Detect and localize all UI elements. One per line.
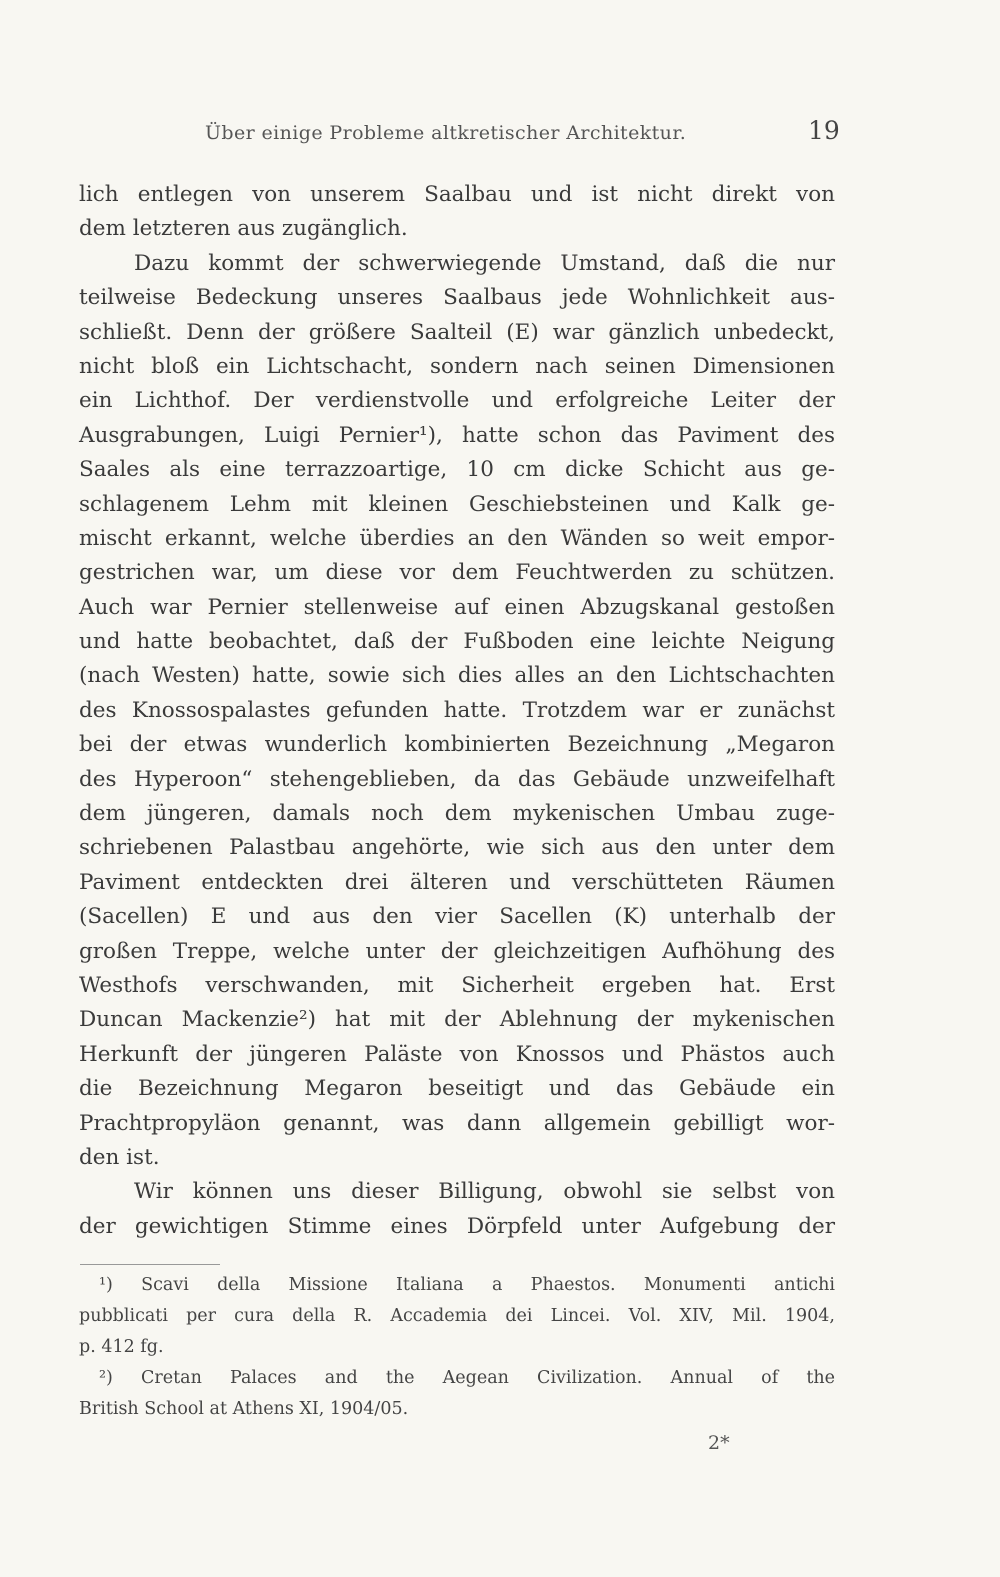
footnote-line: ¹) Scavi della Missione Italiana a Phaestos. Monumenti antichi — [99, 1275, 835, 1295]
text-line: des Knossospalastes gefunden hatte. Trotzdem war er zunächst — [79, 697, 835, 723]
footnotes — [79, 1270, 835, 1425]
text-line: mischt erkannt, welche überdies an den Wänden so weit empor- — [79, 525, 835, 551]
text-line: Duncan Mackenzie²) hat mit der Ablehnung der mykenischen — [79, 1007, 835, 1033]
text-line: der gewichtigen Stimme eines Dörpfeld unter Aufgebung der — [79, 1213, 835, 1239]
footnote-line: ²) Cretan Palaces and the Aegean Civilization. Annual of the — [99, 1368, 835, 1388]
text-line: lich entlegen von unserem Saalbau und ist nicht direkt von — [79, 182, 835, 207]
text-line: Prachtpropyläon genannt, was dann allgemein gebilligt wor- — [79, 1110, 835, 1136]
text-line: Paviment entdeckten drei älteren und verschütteten Räumen — [79, 869, 835, 895]
footnote-divider — [80, 1264, 220, 1265]
body-text — [79, 178, 835, 1244]
text-line: Wir können uns dieser Billigung, obwohl sie selbst von — [134, 1179, 835, 1205]
text-line: Westhofs verschwanden, mit Sicherheit ergeben hat. Erst — [79, 972, 835, 998]
text-line: nicht bloß ein Lichtschacht, sondern nach seinen Dimensionen — [79, 353, 835, 379]
text-line: dem jüngeren, damals noch dem mykenischen Umbau zuge- — [79, 801, 835, 827]
text-line: schließt. Denn der größere Saalteil (E) war gänzlich unbedeckt, — [79, 319, 835, 345]
text-line: Saales als eine terrazzoartige, 10 cm dicke Schicht aus ge- — [79, 457, 835, 483]
text-line: ein Lichthof. Der verdienstvolle und erfolgreiche Leiter der — [79, 388, 835, 414]
text-line: teilweise Bedeckung unseres Saalbaus jede Wohnlichkeit aus- — [79, 285, 835, 311]
text-line: Herkunft der jüngeren Paläste von Knossos und Phästos auch — [79, 1041, 835, 1067]
text-line: (nach Westen) hatte, sowie sich dies alles an den Lichtschachten — [79, 663, 835, 689]
footnote-line: British School at Athens XI, 1904/05. — [79, 1399, 409, 1419]
text-line: schlagenem Lehm mit kleinen Geschiebsteinen und Kalk ge- — [79, 491, 835, 517]
text-line: bei der etwas wunderlich kombinierten Bezeichnung „Megaron — [79, 732, 835, 758]
text-line: (Sacellen) E und aus den vier Sacellen (K) unterhalb der — [79, 904, 835, 930]
text-line: die Bezeichnung Megaron beseitigt und das Gebäude ein — [79, 1076, 835, 1102]
text-line: und hatte beobachtet, daß der Fußboden eine leichte Neigung — [79, 629, 835, 655]
text-line: den ist. — [79, 1144, 160, 1170]
text-line: des Hyperoon“ stehengeblieben, da das Gebäude unzweifelhaft — [79, 766, 835, 792]
footnote-line: pubblicati per cura della R. Accademia dei Lincei. Vol. XIV, Mil. 1904, — [79, 1306, 835, 1326]
text-line: dem letzteren aus zugänglich. — [79, 216, 408, 242]
footnote-line: p. 412 fg. — [79, 1337, 164, 1357]
running-head: Über einige Probleme altkretischer Architektur. — [205, 122, 687, 144]
text-line: Dazu kommt der schwerwiegende Umstand, daß die nur — [134, 250, 835, 276]
text-line: gestrichen war, um diese vor dem Feuchtwerden zu schützen. — [79, 560, 835, 586]
text-line: großen Treppe, welche unter der gleichzeitigen Aufhöhung des — [79, 938, 835, 964]
text-line: Ausgrabungen, Luigi Pernier¹), hatte schon das Paviment des — [79, 422, 835, 448]
text-line: schriebenen Palastbau angehörte, wie sich aus den unter dem — [79, 835, 835, 861]
page-number: 19 — [808, 116, 840, 145]
text-line: Auch war Pernier stellenweise auf einen Abzugskanal gestoßen — [79, 594, 835, 620]
signature-mark: 2* — [708, 1432, 730, 1454]
